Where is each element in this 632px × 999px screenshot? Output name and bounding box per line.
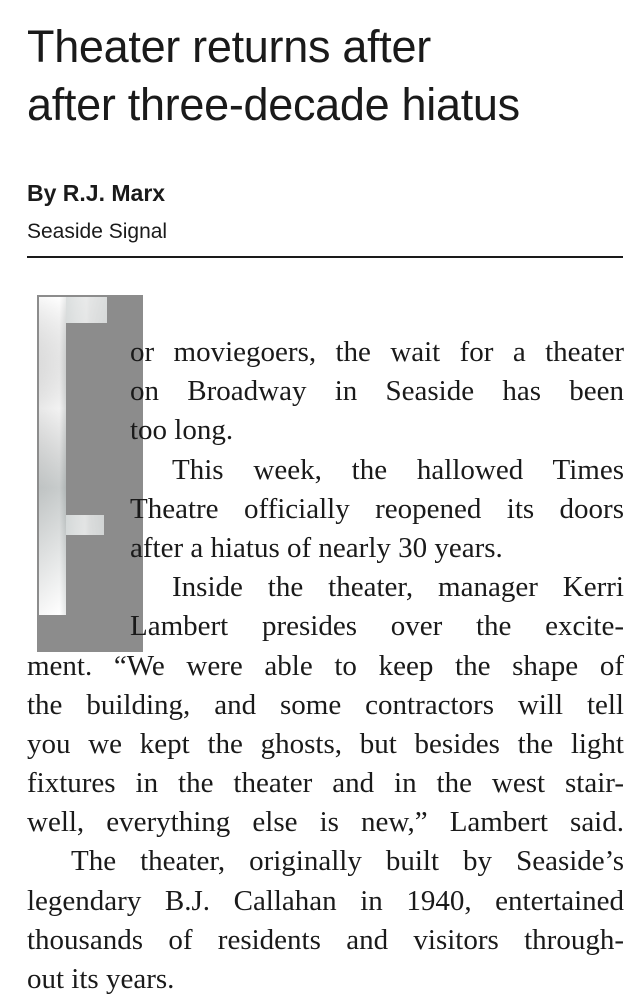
body-line: you we kept the ghosts, but besides the light — [27, 727, 624, 760]
body-line: too long. — [130, 414, 234, 447]
body-line: or moviegoers, the wait for a theater — [130, 336, 624, 368]
body-line: This week, the hallowed Times — [172, 453, 624, 486]
body-line: thousands of residents and visitors through- — [27, 923, 624, 956]
body-line: well, everything else is new,” Lambert said. — [27, 806, 624, 839]
outlet-name: Seaside Signal — [27, 220, 168, 243]
divider-rule — [27, 256, 623, 258]
body-line: out its years. — [27, 963, 175, 995]
headline-line-1: Theater returns after — [27, 21, 431, 72]
body-line: on Broadway in Seaside has been — [130, 375, 624, 408]
body-line: ment. “We were able to keep the shape of — [27, 649, 624, 682]
body-line: after a hiatus of nearly 30 years. — [130, 531, 503, 564]
headline — [27, 18, 627, 134]
body-line: fixtures in the theater and in the west stair- — [27, 767, 624, 800]
headline-line-2: after three-decade hiatus — [27, 79, 520, 130]
body-line: the building, and some contractors will tell — [27, 688, 624, 721]
byline: By R.J. Marx — [27, 180, 166, 206]
body-line: legendary B.J. Callahan in 1940, entertained — [27, 884, 624, 917]
article-body — [27, 333, 624, 999]
body-line: Inside the theater, manager Kerri — [172, 571, 624, 604]
body-line: Theatre officially reopened its doors — [130, 492, 624, 525]
body-line: The theater, originally built by Seaside’s — [71, 845, 624, 878]
body-line: Lambert presides over the excite- — [130, 610, 624, 643]
